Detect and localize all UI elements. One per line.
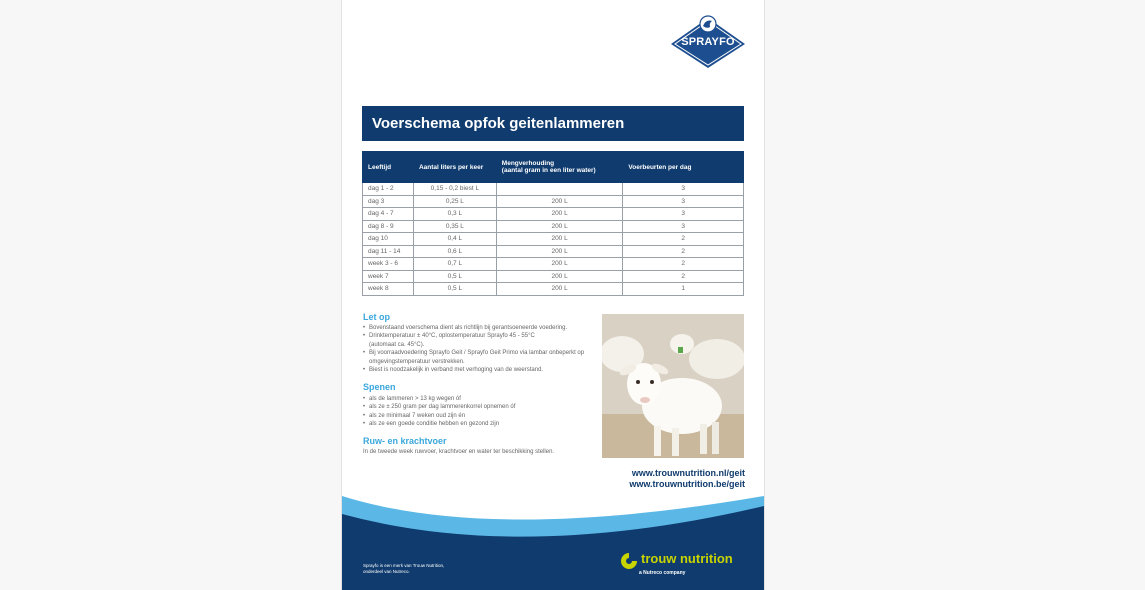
list-item: • als ze een goede conditie hebben en gezond zijn [363,420,595,428]
header-mix-ratio [496,152,623,183]
table-cell: 0,5 L [413,270,496,283]
table-cell: 200 L [496,233,623,246]
list-item-continuation: (automaat ca. 45°C). [369,341,425,348]
table-cell: 2 [623,258,744,271]
table-cell: dag 10 [363,233,414,246]
table-cell: 3 [623,208,744,221]
list-item: • Biest is noodzakelijk in verband met verhoging van de weerstand. [363,366,595,374]
list-item [363,332,595,349]
list-item: • als ze minimaal 7 weken oud zijn én [363,412,595,420]
letop-heading: Let op [363,312,390,322]
table-cell: 200 L [496,195,623,208]
header-mix-ratio-label: Mengverhouding [501,160,555,167]
sprayfo-logo-text: SPRAYFO [681,36,735,48]
website-urls [629,468,745,490]
table-row [363,195,744,208]
header-mix-ratio-sub: (aantal gram in een liter water) [501,167,596,174]
feeding-schedule-table [362,151,744,296]
spenen-list [363,395,595,429]
table-cell: week 7 [363,270,414,283]
footer-note-line1: Sprayfo is een merk van Trouw Nutrition, [363,563,445,568]
table-row [363,258,744,271]
spenen-heading: Spenen [363,382,396,392]
list-item-text: Drinktemperatuur ± 40°C, oplostemperatuur Sprayfo 45 - 55°C [369,333,535,340]
table-cell: 0,25 L [413,195,496,208]
table-cell: 0,5 L [413,283,496,296]
list-item: • als de lammeren > 13 kg wegen óf [363,395,595,403]
trouw-nutrition-wordmark: trouw nutrition [641,551,733,566]
table-cell: 3 [623,195,744,208]
table-row [363,233,744,246]
table-cell: 0,15 - 0,2 biest L [413,183,496,196]
goat-kids-image [602,314,744,458]
document-title: Voerschema opfok geitenlammeren [362,106,744,141]
table-cell: 0,3 L [413,208,496,221]
ruwvoer-heading: Ruw- en krachtvoer [363,436,447,446]
sprayfo-logo [669,14,747,70]
table-cell: 200 L [496,258,623,271]
table-row [363,208,744,221]
table-row [363,245,744,258]
document-page [341,0,765,590]
table-cell: dag 4 - 7 [363,208,414,221]
table-cell: week 8 [363,283,414,296]
list-item: • als ze ± 250 gram per dag lammerenkorrel opnemen óf [363,403,595,411]
table-cell: 0,7 L [413,258,496,271]
header-age: Leeftijd [363,152,414,183]
table-cell: dag 1 - 2 [363,183,414,196]
table-cell: 3 [623,183,744,196]
table-row [363,283,744,296]
header-feedings: Voerbeurten per dag [623,152,744,183]
footer-note [363,563,473,575]
table-cell: 2 [623,245,744,258]
nutreco-tagline: a Nutreco company [639,570,686,576]
table-cell: 2 [623,270,744,283]
table-cell: dag 8 - 9 [363,220,414,233]
footer-note-line2: onderdeel van Nutreco. [363,569,410,574]
table-row [363,220,744,233]
list-item: • Bovenstaand voerschema dient als richtlijn bij gerantsoeneerde voedering. [363,324,595,332]
table-cell: 0,35 L [413,220,496,233]
trouw-nutrition-mark-icon [620,552,638,570]
letop-list [363,324,595,374]
table-cell: dag 11 - 14 [363,245,414,258]
list-item: • Bij voorraadvoedering Sprayfo Geit / Sprayfo Geit Primo via lambar onbeperkt op omgevingstemperatuur verstrekken. [363,349,595,366]
table-cell: dag 3 [363,195,414,208]
trouw-nutrition-logo [620,551,750,581]
table-cell: 200 L [496,270,623,283]
table-cell: 2 [623,233,744,246]
table-cell: 200 L [496,208,623,221]
table-cell [496,183,623,196]
table-cell: 200 L [496,245,623,258]
url-nl[interactable]: www.trouwnutrition.nl/geit [631,468,745,478]
table-cell: 0,4 L [413,233,496,246]
table-cell: 200 L [496,220,623,233]
table-cell: 1 [623,283,744,296]
table-cell: 0,6 L [413,245,496,258]
table-row [363,270,744,283]
header-liters: Aantal liters per keer [413,152,496,183]
url-be[interactable]: www.trouwnutrition.be/geit [629,479,745,489]
ruwvoer-text: In de tweede week ruwvoer, krachtvoer en water ter beschikking stellen. [363,449,555,455]
table-row [363,183,744,196]
table-cell: week 3 - 6 [363,258,414,271]
table-header-row [363,152,744,183]
table-cell: 200 L [496,283,623,296]
goat-kids-photo [602,314,744,458]
table-body [363,183,744,296]
table-cell: 3 [623,220,744,233]
